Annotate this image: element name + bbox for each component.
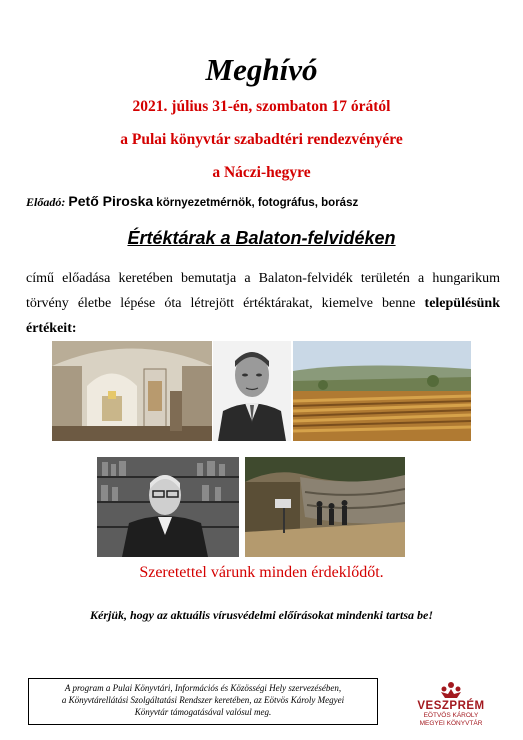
presenter-label: Előadó: [26, 195, 66, 209]
presenter-name: Pető Piroska [68, 193, 154, 209]
logo-sub-2: MEGYEI KÖNYVTÁR [419, 720, 483, 727]
footer-line-2: a Könyvtárellátási Szolgáltatási Rendszer keretében, az Eötvös Károly Megyei [61, 695, 345, 705]
footer-line-3: Könyvtár támogatásával valósul meg. [134, 707, 272, 717]
event-venue: a Pulai könyvtár szabadtéri rendezvényére [120, 131, 403, 148]
lecture-title-text: Értéktárak a Balaton-felvidéken [127, 228, 396, 248]
logo-name: VESZPRÉM [417, 700, 485, 712]
photo-man-library [97, 457, 239, 557]
photo-rock-wall-visitors [245, 457, 405, 557]
page-title: Meghívó [205, 52, 318, 87]
photo-church-interior [52, 341, 212, 441]
photo-vineyard [293, 341, 471, 441]
footer-line-1: A program a Pulai Könyvtári, Információs és Közösségi Hely szervezésében, [64, 683, 342, 693]
health-notice: Kérjük, hogy az aktuális vírusvédelmi előírásokat mindenki tartsa be! [89, 608, 434, 622]
crown-icon [436, 680, 466, 700]
library-logo [396, 680, 506, 728]
body-text: című előadása keretében bemutatja a Balaton-felvidék területén a hungarikum törvény életbe lépése óta létrejött értéktárakat, kiemelve benne [26, 271, 500, 311]
presenter-line [26, 193, 358, 210]
event-location: a Náczi-hegyre [212, 164, 311, 181]
welcome-slogan: Szeretettel várunk minden érdeklődőt. [139, 564, 384, 581]
body-paragraph [26, 266, 500, 341]
photo-portrait-man [213, 341, 291, 441]
presenter-description: környezetmérnök, fotográfus, borász [156, 197, 359, 209]
lecture-title [0, 228, 523, 249]
event-date: 2021. július 31-én, szombaton 17 órától [132, 98, 391, 115]
footer-credits-box [28, 678, 378, 725]
body-bold: településünk értékeit: [26, 296, 500, 336]
logo-sub-1: EÖTVÖS KÁROLY [423, 712, 479, 719]
